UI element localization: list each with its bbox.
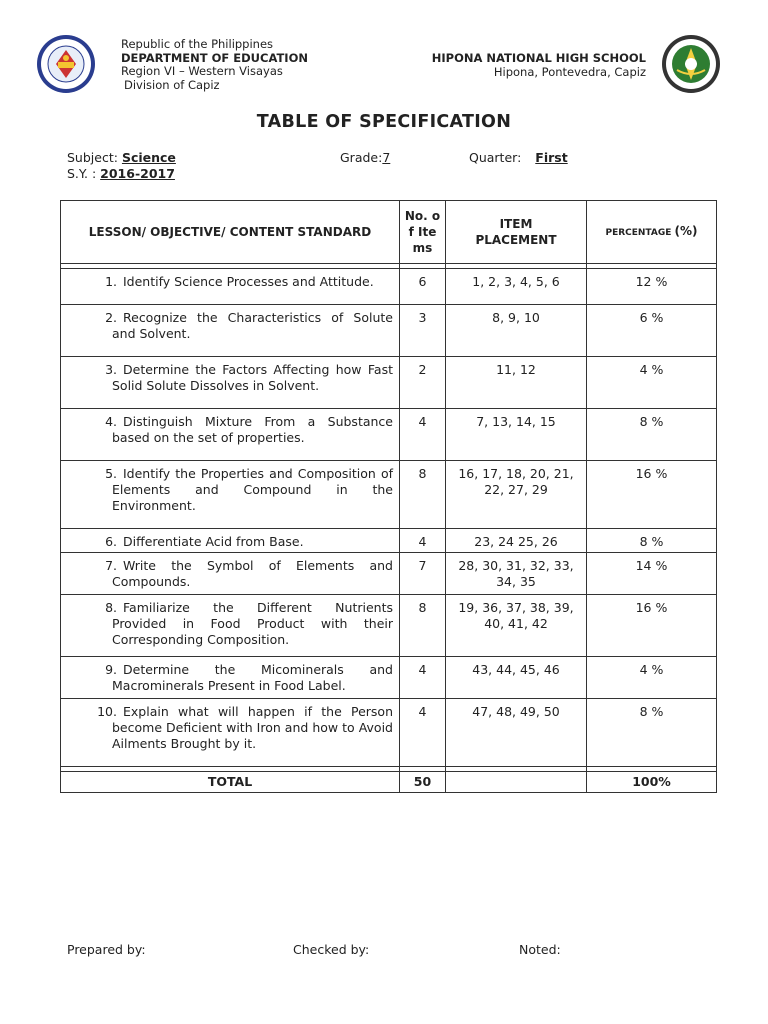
items-cell: 7	[400, 553, 446, 595]
quarter-value: First	[535, 150, 568, 165]
school-address: Hipona, Pontevedra, Capiz	[493, 64, 646, 79]
department-line: DEPARTMENT OF EDUCATION	[121, 50, 308, 65]
items-cell: 4	[400, 409, 446, 461]
sy-label: S.Y. :	[67, 166, 97, 181]
table-row	[61, 409, 717, 461]
table-row	[61, 553, 717, 595]
prepared-by-label: Prepared by:	[67, 942, 146, 957]
total-placement	[446, 772, 587, 793]
lesson-number: 1.	[105, 274, 117, 289]
placement-header: ITEM PLACEMENT	[446, 201, 587, 264]
percentage-cell: 8 %	[587, 529, 717, 553]
items-cell: 4	[400, 529, 446, 553]
subject-field	[67, 150, 176, 165]
percentage-cell: 16 %	[587, 461, 717, 529]
lesson-number: 6.	[105, 534, 117, 549]
grade-value: 7	[382, 150, 391, 165]
lesson-objective: Identify Science Processes and Attitude.	[123, 274, 374, 289]
placement-cell: 47, 48, 49, 50	[446, 699, 587, 767]
percentage-cell: 4 %	[587, 657, 717, 699]
lesson-cell	[61, 553, 400, 595]
deped-seal-logo	[36, 34, 96, 94]
subject-label: Subject:	[67, 150, 118, 165]
lesson-cell	[61, 305, 400, 357]
checked-by-label: Checked by:	[293, 942, 370, 957]
percentage-cell: 12 %	[587, 269, 717, 305]
table-row	[61, 357, 717, 409]
lesson-objective: Identify the Properties and Composition of Elements and Compound in the Environment.	[112, 466, 393, 513]
lesson-number: 10.	[97, 704, 117, 719]
lesson-number: 7.	[105, 558, 117, 573]
lesson-text	[67, 274, 393, 290]
division-line: Division of Capiz	[124, 77, 220, 92]
document-title: TABLE OF SPECIFICATION	[256, 112, 512, 132]
lesson-text	[67, 310, 393, 342]
items-header: No. of Items	[400, 201, 446, 264]
lesson-cell	[61, 699, 400, 767]
subject-value: Science	[121, 150, 176, 165]
lesson-objective: Explain what will happen if the Person become Deficient with Iron and how to Avoid Ailments Brought by it.	[112, 704, 393, 751]
lesson-text	[67, 414, 393, 446]
lesson-text	[67, 704, 393, 752]
lesson-cell	[61, 657, 400, 699]
table-row	[61, 461, 717, 529]
items-cell: 2	[400, 357, 446, 409]
percentage-cell: 6 %	[587, 305, 717, 357]
percentage-cell: 4 %	[587, 357, 717, 409]
lesson-text	[67, 558, 393, 590]
lesson-cell	[61, 461, 400, 529]
percentage-header	[587, 201, 717, 264]
percentage-symbol: (%)	[674, 224, 698, 238]
school-seal-logo	[661, 34, 721, 94]
lesson-text	[67, 362, 393, 394]
table-row	[61, 595, 717, 657]
lesson-objective: Differentiate Acid from Base.	[123, 534, 304, 549]
lesson-cell	[61, 409, 400, 461]
placement-cell: 7, 13, 14, 15	[446, 409, 587, 461]
school-name: HIPONA NATIONAL HIGH SCHOOL	[431, 51, 646, 65]
lesson-number: 2.	[105, 310, 117, 325]
lesson-number: 5.	[105, 466, 117, 481]
items-cell: 8	[400, 461, 446, 529]
lesson-number: 9.	[105, 662, 117, 677]
table-row	[61, 305, 717, 357]
percentage-word: PERCENTAGE	[605, 228, 672, 238]
percentage-cell: 8 %	[587, 409, 717, 461]
table-row	[61, 529, 717, 553]
quarter-field	[469, 150, 568, 165]
percentage-cell: 14 %	[587, 553, 717, 595]
lesson-number: 8.	[105, 600, 117, 615]
placement-cell: 8, 9, 10	[446, 305, 587, 357]
lesson-objective: Distinguish Mixture From a Substance based on the set of properties.	[112, 414, 393, 445]
quarter-label: Quarter:	[469, 150, 522, 165]
total-row	[61, 772, 717, 793]
total-items: 50	[400, 772, 446, 793]
lesson-objective: Determine the Micominerals and Macrominerals Present in Food Label.	[112, 662, 393, 693]
lesson-text	[67, 662, 393, 694]
lesson-number: 4.	[105, 414, 117, 429]
table-row	[61, 269, 717, 305]
placement-cell: 16, 17, 18, 20, 21, 22, 27, 29	[446, 461, 587, 529]
table-header-row	[61, 201, 717, 264]
table-row	[61, 699, 717, 767]
items-cell: 6	[400, 269, 446, 305]
total-percentage: 100%	[587, 772, 717, 793]
school-year-field	[67, 166, 175, 181]
grade-label: Grade:	[340, 150, 383, 165]
lesson-cell	[61, 595, 400, 657]
sy-value: 2016-2017	[100, 166, 175, 181]
percentage-cell: 8 %	[587, 699, 717, 767]
placement-cell: 11, 12	[446, 357, 587, 409]
placement-cell: 43, 44, 45, 46	[446, 657, 587, 699]
grade-field	[340, 150, 390, 165]
lesson-objective: Determine the Factors Affecting how Fast Solid Solute Dissolves in Solvent.	[112, 362, 393, 393]
table-row	[61, 657, 717, 699]
lesson-objective: Recognize the Characteristics of Solute and Solvent.	[112, 310, 393, 341]
noted-label: Noted:	[519, 942, 561, 957]
lesson-cell	[61, 269, 400, 305]
percentage-cell: 16 %	[587, 595, 717, 657]
lesson-number: 3.	[105, 362, 117, 377]
lesson-cell	[61, 357, 400, 409]
republic-line: Republic of the Philippines	[121, 37, 274, 51]
placement-cell: 28, 30, 31, 32, 33, 34, 35	[446, 553, 587, 595]
region-line: Region VI – Western Visayas	[121, 64, 283, 78]
placement-cell: 23, 24 25, 26	[446, 529, 587, 553]
lesson-cell	[61, 529, 400, 553]
placement-cell: 1, 2, 3, 4, 5, 6	[446, 269, 587, 305]
lesson-text	[67, 534, 393, 550]
items-cell: 4	[400, 657, 446, 699]
agency-header	[121, 38, 308, 92]
items-cell: 8	[400, 595, 446, 657]
lesson-text	[67, 600, 393, 648]
items-cell: 4	[400, 699, 446, 767]
lesson-objective: Write the Symbol of Elements and Compounds.	[112, 558, 393, 589]
lesson-text	[67, 466, 393, 514]
total-label: TOTAL	[61, 772, 400, 793]
placement-cell: 19, 36, 37, 38, 39, 40, 41, 42	[446, 595, 587, 657]
specification-table	[60, 200, 717, 793]
school-header	[432, 52, 646, 79]
lesson-objective: Familiarize the Different Nutrients Provided in Food Product with their Corresponding Composition.	[112, 600, 393, 647]
lesson-header: LESSON/ OBJECTIVE/ CONTENT STANDARD	[61, 201, 400, 264]
items-cell: 3	[400, 305, 446, 357]
